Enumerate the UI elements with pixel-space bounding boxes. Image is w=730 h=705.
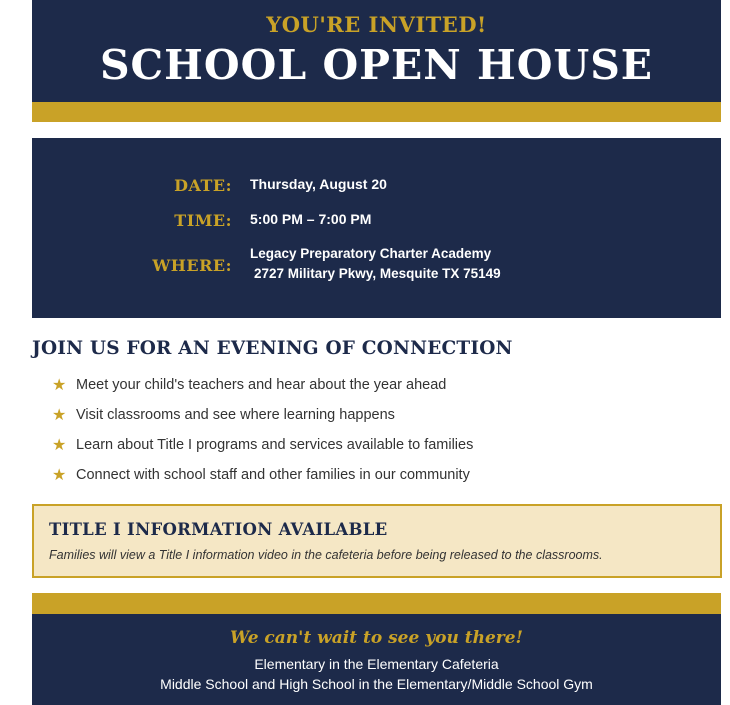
invitation-footer [32,614,721,705]
star-icon: ★ [52,467,67,484]
star-icon: ★ [52,377,67,394]
invitation-header [32,0,721,102]
where-line1: Legacy Preparatory Charter Academy [250,246,492,261]
event-details-panel [32,138,721,318]
time-label: TIME: [174,211,232,230]
event-activities-list [52,370,473,490]
invited-text: YOU'RE INVITED! [266,12,487,37]
top-gold-divider [32,102,721,122]
date-label: DATE: [174,176,232,195]
list-item-text: Learn about Title I programs and services available to families [76,437,474,453]
bottom-gold-divider [32,593,721,614]
page-title: SCHOOL OPEN HOUSE [99,41,654,89]
title-one-description: Families will view a Title I information video in the cafeteria before being released to the classrooms. [49,548,603,562]
list-item [52,370,473,400]
title-one-heading: TITLE I INFORMATION AVAILABLE [49,520,388,539]
time-value: 5:00 PM – 7:00 PM [250,211,372,227]
list-item [52,460,473,490]
list-item [52,400,473,430]
list-item [52,430,473,460]
title-one-info-box [32,504,722,578]
where-line2: 2727 Military Pkwy, Mesquite TX 75149 [254,266,501,281]
footer-tagline: We can't wait to see you there! [229,628,523,648]
join-heading: JOIN US FOR AN EVENING OF CONNECTION [32,338,513,359]
where-label: WHERE: [152,256,232,275]
star-icon: ★ [52,407,67,424]
list-item-text: Visit classrooms and see where learning happens [76,407,395,423]
footer-location-line1: Elementary in the Elementary Cafeteria [254,656,499,672]
list-item-text: Connect with school staff and other families in our community [76,467,470,483]
footer-location-line2: Middle School and High School in the Elementary/Middle School Gym [160,676,593,692]
date-value: Thursday, August 20 [250,176,387,192]
list-item-text: Meet your child's teachers and hear about the year ahead [76,377,447,393]
star-icon: ★ [52,437,67,454]
